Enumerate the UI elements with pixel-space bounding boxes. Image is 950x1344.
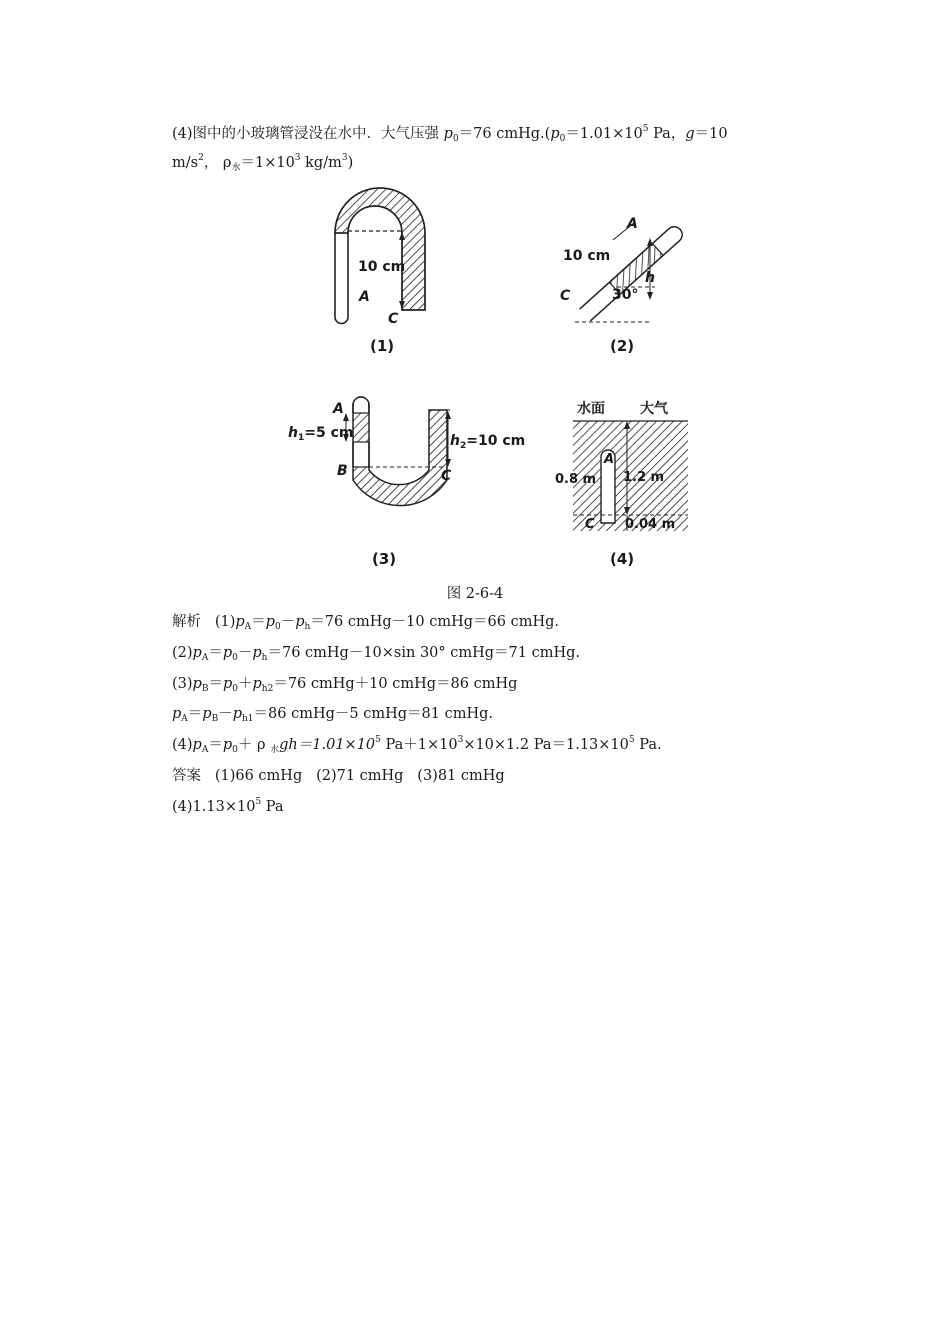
exponent: 5	[628, 735, 635, 745]
answer-3: (3)81 cmHg	[417, 768, 505, 784]
step-tag: (2)	[172, 645, 193, 661]
h2-label: $h_2=10$ cm	[450, 433, 525, 451]
problem-text: Pa，	[648, 126, 686, 142]
point-a-label: A	[359, 289, 370, 305]
answer-line-2	[172, 797, 284, 817]
exponent: 5	[642, 124, 649, 134]
problem-text: ＝76 cmHg.(	[458, 126, 551, 142]
figure-caption: 图 2-6-4	[446, 586, 504, 602]
problem-text: )	[347, 155, 354, 171]
exponent: 3	[341, 153, 348, 163]
subscript: 0	[452, 134, 459, 144]
problem-text: ＝1×10	[240, 155, 295, 171]
symbol-p0: p	[443, 126, 453, 142]
answer-2: (2)71 cmHg	[316, 768, 404, 784]
answer-1: (1)66 cmHg	[214, 768, 303, 784]
point-a-label: A	[627, 216, 638, 232]
water-surface-label: 水面	[577, 401, 605, 417]
point-a-label: A	[604, 452, 615, 467]
angle-label: 30°	[612, 287, 639, 303]
step-3b-text: ＝86 cmHg－5 cmHg＝81 cmHg.	[253, 706, 494, 722]
point-a-label: A	[333, 401, 344, 417]
step-1-text: ＝76 cmHg－10 cmHg＝66 cmHg.	[310, 614, 559, 630]
solution-line-4: $p_A=p_B-p_{h1}=86$ cmHg－5 cmHg＝81 cmHg.	[172, 706, 494, 724]
problem-text: m/s	[172, 155, 199, 171]
step-tag: (1)	[214, 614, 236, 630]
problem-text: ， ρ	[203, 155, 232, 171]
exponent: 5	[255, 797, 262, 807]
answer-4: (4)1.13×10	[172, 799, 256, 815]
length-label: 10 cm	[563, 248, 611, 264]
answer-line-1	[172, 766, 505, 786]
point-c-label: C	[388, 311, 399, 327]
step-3-text: ＝76 cmHg＋10 cmHg＝86 cmHg	[273, 676, 518, 692]
figure-3-u-tube	[285, 395, 525, 540]
solution-line-3: $(3)p_B=p_0+p_{h2}=76$ cmHg＋10 cmHg＝86 cmHg	[172, 676, 518, 694]
step-4-text: Pa.	[634, 737, 662, 753]
figure-2-inclined-tube	[555, 210, 685, 330]
answer-4-unit: Pa	[261, 799, 284, 815]
step-4-text: ×10×1.2 Pa＝1.13×10	[463, 737, 629, 753]
problem-line-1	[172, 124, 728, 144]
figure-3-caption: (3)	[372, 550, 397, 568]
problem-text: ＝10	[694, 126, 728, 142]
subscript: 0	[559, 134, 566, 144]
depth-0.04-label: 0.04 m	[625, 517, 676, 532]
problem-text: ＝1.01×10	[565, 126, 643, 142]
exponent: 3	[294, 153, 301, 163]
problem-line-2	[172, 153, 353, 173]
problem-text: (4)图中的小玻璃管浸没在水中．大气压强	[172, 126, 444, 142]
exponent: 2	[198, 153, 204, 163]
height-label: h	[645, 270, 655, 286]
solution-line-5: $(4)p_A=p_0+ \rho$ $_水gh=1.01\times 10^5$ $Pa+1\times 10^3\times 10\times 1.2$ $Pa=1.13\times 10^5$ Pa.	[172, 735, 662, 755]
problem-text: kg/m	[300, 155, 342, 171]
depth-0.8-label: 0.8 m	[555, 472, 597, 487]
exponent: 5	[375, 735, 381, 745]
depth-1.2-label: 1.2 m	[623, 470, 665, 485]
subscript: 水	[231, 163, 241, 173]
step-4-text: Pa＋1×10	[380, 737, 458, 753]
step-tag: (3)	[172, 676, 193, 692]
solution-line-1: 解析 $(1)p_A=p_0-p_h=76$ cmHg－10 cmHg＝66 cmHg.	[172, 614, 559, 632]
answer-heading: 答案	[172, 768, 201, 784]
step-2-text: ＝76 cmHg－10×sin 30° cmHg＝71 cmHg.	[267, 645, 581, 661]
atmosphere-label: 大气	[640, 401, 668, 417]
step-4-text: gh＝1.01×10	[279, 737, 376, 753]
point-c-label: C	[560, 288, 571, 304]
solution-line-2: $(2)p_A=p_0-p_h=76$ cmHg－10×sin 30° cmHg＝71 cmHg.	[172, 645, 581, 663]
figure-4-submerged-tube	[555, 395, 695, 535]
step-tag: (4)	[172, 737, 193, 753]
figure-1-u-tube	[330, 185, 440, 330]
point-b-label: B	[337, 463, 348, 479]
point-c-label: C	[585, 517, 595, 532]
symbol-p0: p	[550, 126, 560, 142]
length-label: 10 cm	[358, 259, 406, 275]
exponent: 3	[457, 735, 464, 745]
h1-label: $h_1=5$ cm	[288, 425, 354, 443]
point-c-label: C	[441, 468, 452, 484]
symbol-g: g	[685, 126, 695, 142]
figure-2-caption: (2)	[610, 337, 635, 355]
figure-1-caption: (1)	[370, 337, 395, 355]
figure-4-caption: (4)	[610, 550, 635, 568]
solution-heading: 解析	[172, 614, 201, 630]
